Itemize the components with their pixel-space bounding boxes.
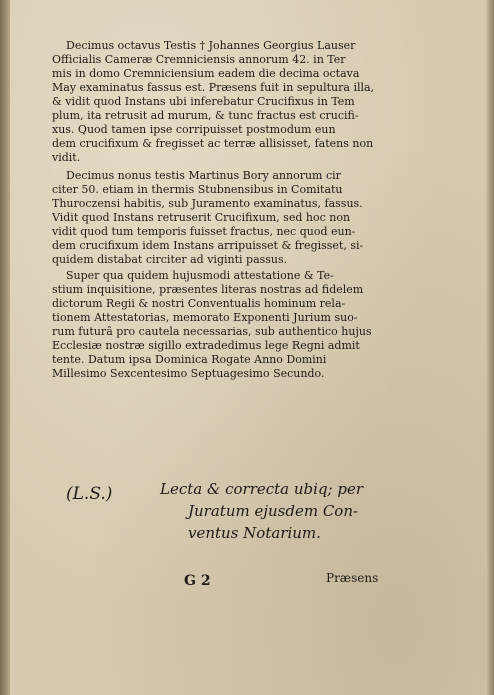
text-line: tente. Datum ipsa Dominica Rogate Anno Domini (52, 354, 327, 366)
locus-sigilli: (L.S.) (66, 484, 113, 504)
text-line: dem crucifixum & fregisset ac terræ allisisset, fatens non (52, 138, 374, 150)
text-line: May examinatus fassus est. Præsens fuit in sepultura illa, (52, 82, 375, 94)
signature-line: Juratum ejusdem Con- (188, 502, 359, 520)
text-line: dictorum Regii & nostri Conventualis hominum rela- (52, 298, 346, 310)
text-line: Thuroczensi habitis, sub Juramento examinatus, fassus. (52, 198, 363, 210)
page-edge-right (486, 0, 494, 695)
text-line: Vidit quod Instans retruserit Crucifixum, sed hoc non (52, 212, 351, 224)
text-line: xus. Quod tamen ipse corripuisset postmodum eun (52, 124, 336, 136)
text-line: quidem distabat circiter ad viginti passus. (52, 254, 288, 266)
text-line: stium inquisitione, præsentes literas nostras ad fidelem (52, 284, 364, 296)
text-line: Ecclesiæ nostræ sigillo extradedimus lege Regni admit (52, 340, 360, 352)
text-line: tionem Attestatorias, memorato Exponenti Jurium suo- (52, 312, 358, 324)
text-line: Officialis Cameræ Cremniciensis annorum 42. in Ter (52, 54, 346, 66)
text-line: plum, ita retrusit ad murum, & tunc fractus est crucifi- (52, 110, 359, 122)
text-line: Decimus octavus Testis † Johannes Georgius Lauser (66, 40, 356, 52)
signature-line: Lecta & correcta ubiq; per (160, 480, 364, 498)
text-line: rum futurâ pro cautela necessarias, sub authentico hujus (52, 326, 372, 338)
text-line: vidit quod tum temporis fuisset fractus, nec quod eun- (52, 226, 356, 238)
text-line: Millesimo Sexcentesimo Septuagesimo Secundo. (52, 368, 325, 380)
text-line: Decimus nonus testis Martinus Bory annorum cir (66, 170, 341, 182)
text-line: dem crucifixum idem Instans arripuisset & fregisset, si- (52, 240, 364, 252)
page-edge-left (0, 0, 10, 695)
text-line: mis in domo Cremniciensium eadem die decima octava (52, 68, 360, 80)
text-line: & vidit quod Instans ubi inferebatur Crucifixus in Tem (52, 96, 355, 108)
catchword: Præsens (326, 571, 379, 585)
signature-line: ventus Notarium. (188, 524, 321, 542)
text-line: Super qua quidem hujusmodi attestatione & Te- (66, 270, 334, 282)
text-line: citer 50. etiam in thermis Stubnensibus in Comitatu (52, 184, 343, 196)
text-line: vidit. (52, 152, 81, 164)
signature-mark: G 2 (184, 573, 211, 589)
